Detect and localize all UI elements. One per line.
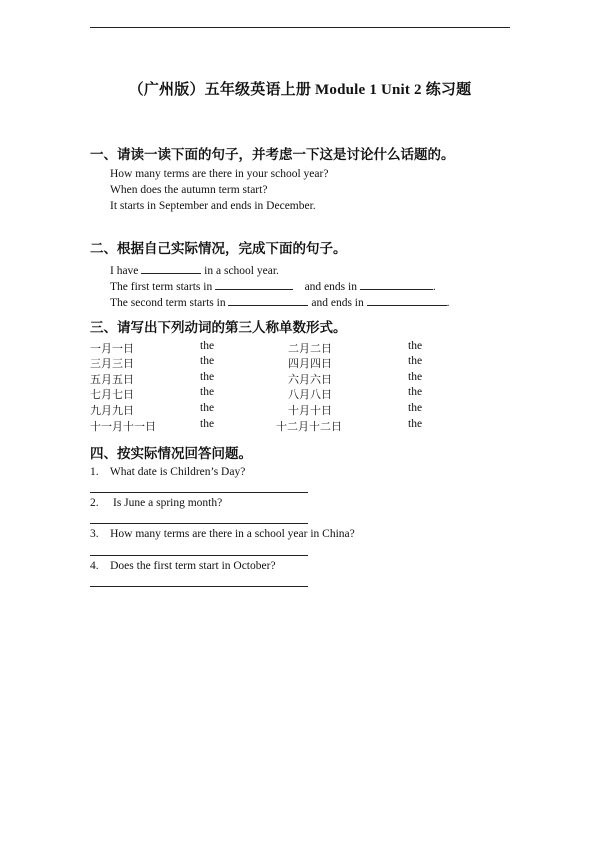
date-cell: 四月四日: [288, 357, 332, 370]
section-2-line-2: [110, 278, 436, 293]
fill-blank[interactable]: [141, 262, 201, 274]
question-4: 4. Does the first term start in October?: [90, 560, 276, 572]
answer-cell: the: [200, 371, 215, 383]
answer-line[interactable]: [90, 492, 308, 493]
date-cell: 七月七日: [90, 388, 134, 401]
fill-blank[interactable]: [215, 278, 293, 290]
date-cell: 十月十日: [288, 404, 332, 417]
question-2: 2. Is June a spring month?: [90, 497, 223, 509]
fill-blank[interactable]: [367, 294, 447, 306]
date-cell: 九月九日: [90, 404, 134, 417]
answer-cell: the: [408, 418, 423, 430]
section-4-heading: 四、按实际情况回答问题。: [90, 446, 252, 462]
section-1-line-1: How many terms are there in your school year?: [110, 168, 329, 180]
s2-text: .: [432, 281, 436, 293]
fill-blank[interactable]: [360, 278, 433, 290]
section-1-heading: 一、请读一读下面的句子，并考虑一下这是讨论什么话题的。: [90, 147, 455, 163]
s2-text: The first term starts in: [110, 281, 216, 293]
s2-text: I have: [110, 265, 142, 277]
fill-blank[interactable]: [228, 294, 308, 306]
answer-cell: the: [200, 355, 215, 367]
date-cell: 二月二日: [288, 342, 332, 355]
answer-cell: the: [408, 402, 423, 414]
section-2-line-1: [110, 262, 279, 277]
s2-text: in a school year.: [201, 265, 279, 277]
header-rule: [90, 27, 510, 28]
section-3-heading: 三、请写出下列动词的第三人称单数形式。: [90, 320, 347, 336]
s2-text: .: [446, 297, 450, 309]
date-cell: 五月五日: [90, 373, 134, 386]
section-2-line-3: [110, 294, 450, 309]
question-1: 1. What date is Children’s Day?: [90, 466, 246, 478]
answer-line[interactable]: [90, 586, 308, 587]
answer-line[interactable]: [90, 555, 308, 556]
date-cell: 三月三日: [90, 357, 134, 370]
section-2-heading: 二、根据自己实际情况，完成下面的句子。: [90, 241, 347, 257]
answer-cell: the: [408, 355, 423, 367]
date-cell: 十二月十二日: [276, 420, 342, 433]
section-1-line-3: It starts in September and ends in December.: [110, 200, 316, 212]
question-3: 3. How many terms are there in a school year in China?: [90, 528, 355, 540]
answer-cell: the: [200, 418, 215, 430]
answer-cell: the: [200, 340, 215, 352]
answer-cell: the: [408, 386, 423, 398]
answer-cell: the: [408, 340, 423, 352]
date-cell: 八月八日: [288, 388, 332, 401]
answer-cell: the: [200, 386, 215, 398]
date-cell: 十一月十一日: [90, 420, 156, 433]
s2-text: and ends in: [308, 297, 367, 309]
answer-line[interactable]: [90, 523, 308, 524]
section-1-line-2: When does the autumn term start?: [110, 184, 268, 196]
s2-text: The second term starts in: [110, 297, 229, 309]
date-cell: 六月六日: [288, 373, 332, 386]
s2-text: and ends in: [293, 281, 360, 293]
date-cell: 一月一日: [90, 342, 134, 355]
page-title: （广州版）五年级英语上册 Module 1 Unit 2 练习题: [128, 82, 472, 98]
answer-cell: the: [200, 402, 215, 414]
answer-cell: the: [408, 371, 423, 383]
